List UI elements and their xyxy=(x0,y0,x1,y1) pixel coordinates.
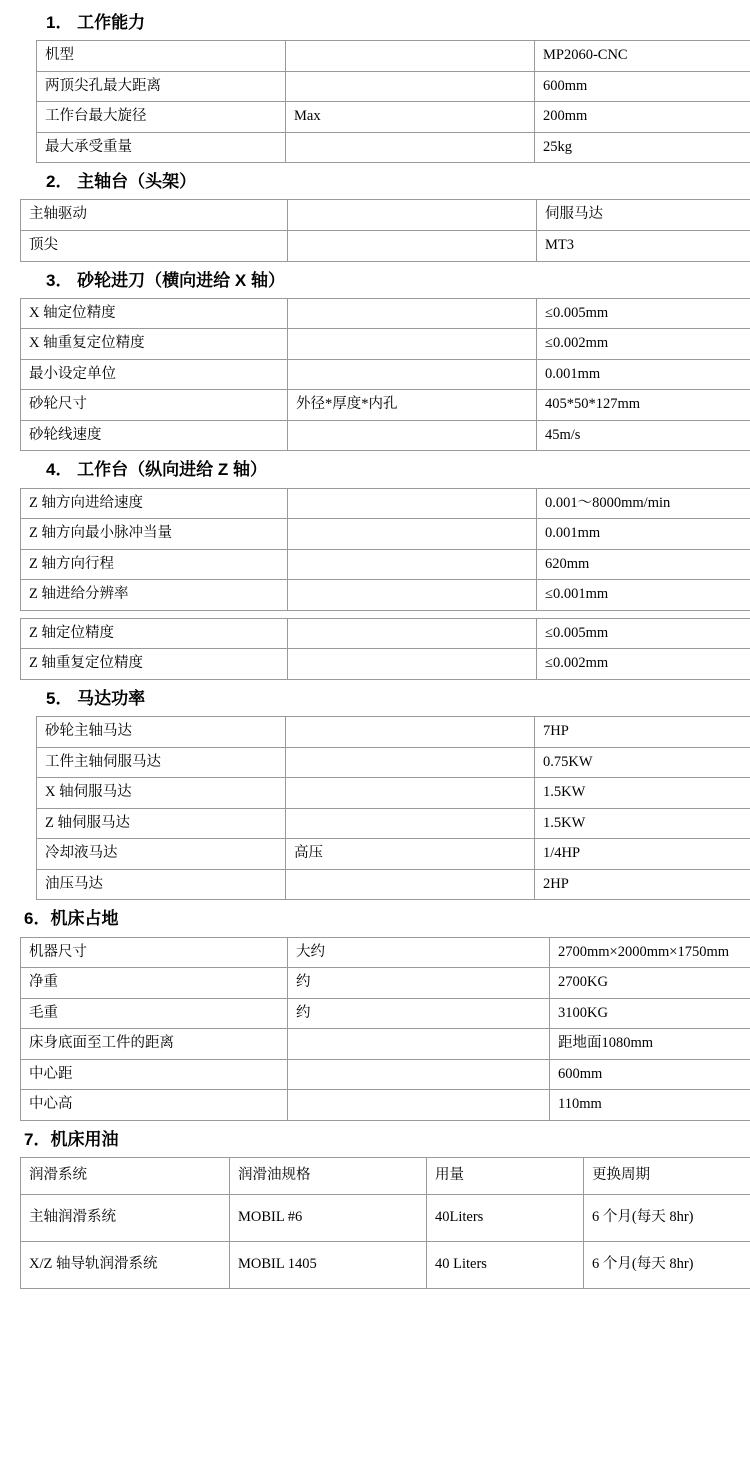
cell-note xyxy=(288,1029,550,1060)
cell-value: 200mm xyxy=(535,102,750,133)
cell-label: 中心距 xyxy=(21,1059,288,1090)
cell-note xyxy=(288,420,537,451)
cell-label: Z 轴重复定位精度 xyxy=(21,649,288,680)
cell-interval: 6 个月(每天 8hr) xyxy=(584,1241,750,1288)
cell-spec: MOBIL 1405 xyxy=(230,1241,427,1288)
cell-value: 405*50*127mm xyxy=(537,390,750,421)
table-wrapper-2 xyxy=(0,199,750,261)
cell-label: 最大承受重量 xyxy=(37,132,286,163)
cell-value: ≤0.001mm xyxy=(537,580,750,611)
cell-note xyxy=(288,359,537,390)
cell-label: 主轴驱动 xyxy=(21,200,288,231)
cell-value: ≤0.005mm xyxy=(537,298,750,329)
cell-value: ≤0.005mm xyxy=(537,618,750,649)
cell-note xyxy=(286,778,535,809)
cell-value: 620mm xyxy=(537,549,750,580)
table-wrapper-3 xyxy=(0,298,750,452)
table-row xyxy=(21,549,750,580)
table-row xyxy=(21,1090,750,1121)
cell-note xyxy=(288,231,537,262)
cell-label: Z 轴进给分辨率 xyxy=(21,580,288,611)
table-wrapper-5 xyxy=(0,716,750,900)
cell-note xyxy=(286,808,535,839)
cell-note xyxy=(288,200,537,231)
table-row xyxy=(37,71,750,102)
spec-table-worktable-accuracy xyxy=(20,618,750,680)
cell-label: X 轴重复定位精度 xyxy=(21,329,288,360)
table-row xyxy=(21,329,750,360)
cell-value: 3100KG xyxy=(550,998,750,1029)
table-row xyxy=(21,1194,750,1241)
table-row xyxy=(21,998,750,1029)
table-row xyxy=(21,618,750,649)
section-heading-7: 7．机床用油 xyxy=(24,1129,119,1149)
table-row xyxy=(37,132,750,163)
cell-label: 两顶尖孔最大距离 xyxy=(37,71,286,102)
cell-note xyxy=(288,488,537,519)
table-row xyxy=(21,937,750,968)
cell-note xyxy=(286,71,535,102)
cell-label: X 轴定位精度 xyxy=(21,298,288,329)
cell-note: 约 xyxy=(288,998,550,1029)
cell-label: Z 轴方向行程 xyxy=(21,549,288,580)
column-header: 润滑系统 xyxy=(21,1157,230,1194)
cell-value: 1.5KW xyxy=(535,778,750,809)
cell-label: Z 轴方向进给速度 xyxy=(21,488,288,519)
cell-label: 主轴润滑系统 xyxy=(21,1194,230,1241)
cell-note xyxy=(286,747,535,778)
cell-note: 外径*厚度*内孔 xyxy=(288,390,537,421)
cell-label: Z 轴定位精度 xyxy=(21,618,288,649)
column-header: 用量 xyxy=(427,1157,584,1194)
cell-note xyxy=(288,1090,550,1121)
cell-note: 约 xyxy=(288,968,550,999)
table-row xyxy=(37,778,750,809)
cell-value: MP2060-CNC xyxy=(535,41,750,72)
cell-note xyxy=(288,549,537,580)
spec-table-lubrication xyxy=(20,1157,750,1289)
cell-label: 砂轮线速度 xyxy=(21,420,288,451)
table-row xyxy=(21,649,750,680)
table-row xyxy=(21,359,750,390)
cell-label: Z 轴伺服马达 xyxy=(37,808,286,839)
cell-note xyxy=(286,132,535,163)
cell-note xyxy=(288,580,537,611)
cell-amount: 40Liters xyxy=(427,1194,584,1241)
table-row xyxy=(37,808,750,839)
cell-value: 伺服马达 xyxy=(537,200,750,231)
table-row xyxy=(37,869,750,900)
cell-value: 0.001mm xyxy=(537,359,750,390)
table-row xyxy=(21,580,750,611)
cell-note xyxy=(286,717,535,748)
cell-label: X/Z 轴导轨润滑系统 xyxy=(21,1241,230,1288)
table-row xyxy=(37,102,750,133)
spec-table-footprint xyxy=(20,937,750,1121)
table-row xyxy=(21,1241,750,1288)
cell-value: 2700mm×2000mm×1750mm xyxy=(550,937,750,968)
cell-value: MT3 xyxy=(537,231,750,262)
cell-note xyxy=(288,618,537,649)
spec-table-motor-power xyxy=(36,716,750,900)
cell-value: 2700KG xyxy=(550,968,750,999)
section-heading-4: 4． 工作台（纵向进给 Z 轴） xyxy=(46,460,268,480)
cell-value: 45m/s xyxy=(537,420,750,451)
cell-note: 高压 xyxy=(286,839,535,870)
cell-label: 工件主轴伺服马达 xyxy=(37,747,286,778)
section-heading-3: 3． 砂轮进刀（横向进给 X 轴） xyxy=(46,270,285,290)
cell-interval: 6 个月(每天 8hr) xyxy=(584,1194,750,1241)
column-header: 更换周期 xyxy=(584,1157,750,1194)
section-heading-5: 5． 马达功率 xyxy=(46,688,146,708)
table-row xyxy=(37,747,750,778)
cell-label: 最小设定单位 xyxy=(21,359,288,390)
cell-label: 工作台最大旋径 xyxy=(37,102,286,133)
spec-table-headstock xyxy=(20,199,750,261)
cell-note xyxy=(288,519,537,550)
table-row xyxy=(37,839,750,870)
table-wrapper-4 xyxy=(0,488,750,680)
table-row xyxy=(21,200,750,231)
cell-note xyxy=(288,649,537,680)
table-header-row xyxy=(21,1157,750,1194)
spec-table-working-capacity xyxy=(36,40,750,163)
cell-note xyxy=(288,329,537,360)
cell-spec: MOBIL #6 xyxy=(230,1194,427,1241)
cell-label: 床身底面至工件的距离 xyxy=(21,1029,288,1060)
cell-label: Z 轴方向最小脉冲当量 xyxy=(21,519,288,550)
table-row xyxy=(37,41,750,72)
table-wrapper-6 xyxy=(0,937,750,1121)
spec-table-wheel-feed xyxy=(20,298,750,452)
cell-value: 0.001～8000mm/min xyxy=(537,488,750,519)
section-heading-2: 2． 主轴台（头架） xyxy=(46,172,197,192)
cell-value: 1/4HP xyxy=(535,839,750,870)
table-row xyxy=(21,488,750,519)
cell-label: 砂轮主轴马达 xyxy=(37,717,286,748)
cell-label: 砂轮尺寸 xyxy=(21,390,288,421)
table-row xyxy=(21,1059,750,1090)
cell-note: 大约 xyxy=(288,937,550,968)
cell-label: 机器尺寸 xyxy=(21,937,288,968)
cell-label: 机型 xyxy=(37,41,286,72)
table-row xyxy=(21,420,750,451)
cell-label: 顶尖 xyxy=(21,231,288,262)
table-wrapper-1 xyxy=(0,40,750,163)
table-row xyxy=(21,1029,750,1060)
cell-value: 600mm xyxy=(550,1059,750,1090)
cell-note: Max xyxy=(286,102,535,133)
spec-table-worktable xyxy=(20,488,750,611)
cell-label: 油压马达 xyxy=(37,869,286,900)
cell-value: 1.5KW xyxy=(535,808,750,839)
cell-note xyxy=(288,298,537,329)
section-heading-1: 1． 工作能力 xyxy=(46,13,146,32)
section-heading-6: 6．机床占地 xyxy=(24,909,119,929)
cell-value: 25kg xyxy=(535,132,750,163)
cell-value: ≤0.002mm xyxy=(537,649,750,680)
table-row xyxy=(21,231,750,262)
cell-value: 距地面1080mm xyxy=(550,1029,750,1060)
cell-value: 0.75KW xyxy=(535,747,750,778)
cell-label: 净重 xyxy=(21,968,288,999)
table-row xyxy=(21,968,750,999)
cell-value: 7HP xyxy=(535,717,750,748)
table-row xyxy=(21,390,750,421)
cell-value: 0.001mm xyxy=(537,519,750,550)
cell-note xyxy=(286,869,535,900)
table-row xyxy=(37,717,750,748)
cell-value: 600mm xyxy=(535,71,750,102)
cell-note xyxy=(286,41,535,72)
cell-note xyxy=(288,1059,550,1090)
table-wrapper-7 xyxy=(0,1157,750,1289)
cell-label: 毛重 xyxy=(21,998,288,1029)
cell-label: 中心高 xyxy=(21,1090,288,1121)
cell-value: ≤0.002mm xyxy=(537,329,750,360)
cell-label: X 轴伺服马达 xyxy=(37,778,286,809)
table-row xyxy=(21,298,750,329)
column-header: 润滑油规格 xyxy=(230,1157,427,1194)
cell-value: 110mm xyxy=(550,1090,750,1121)
cell-amount: 40 Liters xyxy=(427,1241,584,1288)
cell-value: 2HP xyxy=(535,869,750,900)
cell-label: 冷却液马达 xyxy=(37,839,286,870)
table-row xyxy=(21,519,750,550)
